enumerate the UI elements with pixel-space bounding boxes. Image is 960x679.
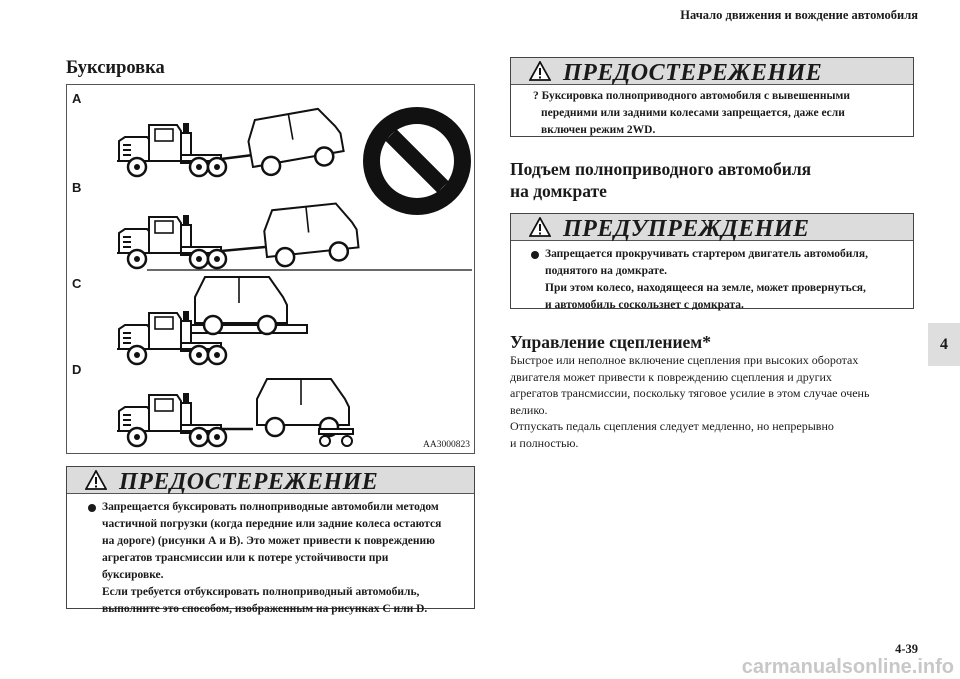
caution-header [67,467,474,494]
figure-code: AA3000823 [423,440,470,450]
caution-body [511,85,913,139]
warning-line: Запрещается прокручивать стартером двигатель автомобиля, [545,248,868,260]
jack-section-title [510,158,811,202]
clutch-title: Управление сцеплением* [510,332,711,352]
clutch-line: Быстрое или неполное включение сцепления при высоких оборотах [510,353,859,367]
caution-body [67,494,474,618]
figure-label-c: C [72,276,82,291]
page-number: 4-39 [895,642,918,656]
clutch-line: агрегатов трансмиссии, поскольку тяговое усилие в этом случае очень [510,386,870,400]
warning-box [510,213,914,309]
watermark: carmanualsonline.info [741,656,954,678]
warning-line: и автомобиль соскользнет с домкрата. [545,299,744,311]
clutch-line: и полностью. [510,435,579,450]
bullet [88,504,96,512]
caution-title: ПРЕДОСТЕРЕЖЕНИЕ [563,60,823,86]
caution-line: буксировке. [102,569,164,581]
running-head: Начало движения и вождение автомобиля [680,8,918,22]
prohibition-sign [363,107,471,215]
warning-title: ПРЕДУПРЕЖДЕНИЕ [563,216,810,242]
caution-line: на дороге) (рисунки А и В). Это может привести к повреждению [102,535,435,547]
tow-truck-illustrations [67,85,474,453]
warning-triangle-icon [85,470,107,490]
caution-line: выполните это способом, изображенным на рисунках С или D. [102,603,428,615]
scene-c [117,277,307,364]
clutch-line: велико. [510,402,548,417]
figure-label-d: D [72,362,82,377]
chapter-tab: 4 [928,323,960,366]
clutch-line: двигателя может привести к повреждению сцепления и других [510,369,832,384]
warning-line: При этом колесо, находящееся на земле, может провернуться, [545,282,866,294]
jack-title-line: на домкрате [510,181,607,201]
scene-b [117,202,360,268]
section-title: Буксировка [66,58,165,78]
towing-figure [66,84,475,454]
caution-line: ? Буксировка полноприводного автомобиля с вывешенными [533,90,850,102]
warning-line: поднятого на домкрате. [545,265,668,277]
scene-d [117,379,353,446]
caution-line: Если требуется отбуксировать полноприводный автомобиль, [102,586,420,598]
warning-header [511,214,913,241]
caution-line: передними или задними колесами запрещается, даже если [541,107,845,119]
caution-line: агрегатов трансмиссии или к потере устойчивости при [102,552,389,564]
caution-box-right [510,57,914,137]
caution-line: частичной погрузки (когда передние или задние колеса остаются [102,518,442,530]
scene-a [117,106,346,178]
caution-title: ПРЕДОСТЕРЕЖЕНИЕ [119,469,379,495]
warning-triangle-icon [529,61,551,81]
clutch-paragraph [510,352,920,451]
caution-line: включен режим 2WD. [541,124,656,136]
clutch-line: Отпускать педаль сцепления следует медленно, но непрерывно [510,419,834,433]
warning-triangle-icon [529,217,551,237]
bullet [531,251,539,259]
caution-header [511,58,913,85]
caution-box-left [66,466,475,615]
figure-label-a: A [72,91,82,106]
warning-body [511,241,913,314]
caution-line: Запрещается буксировать полноприводные автомобили методом [102,501,439,513]
jack-title-line: Подъем полноприводного автомобиля [510,159,812,179]
figure-label-b: B [72,180,82,195]
